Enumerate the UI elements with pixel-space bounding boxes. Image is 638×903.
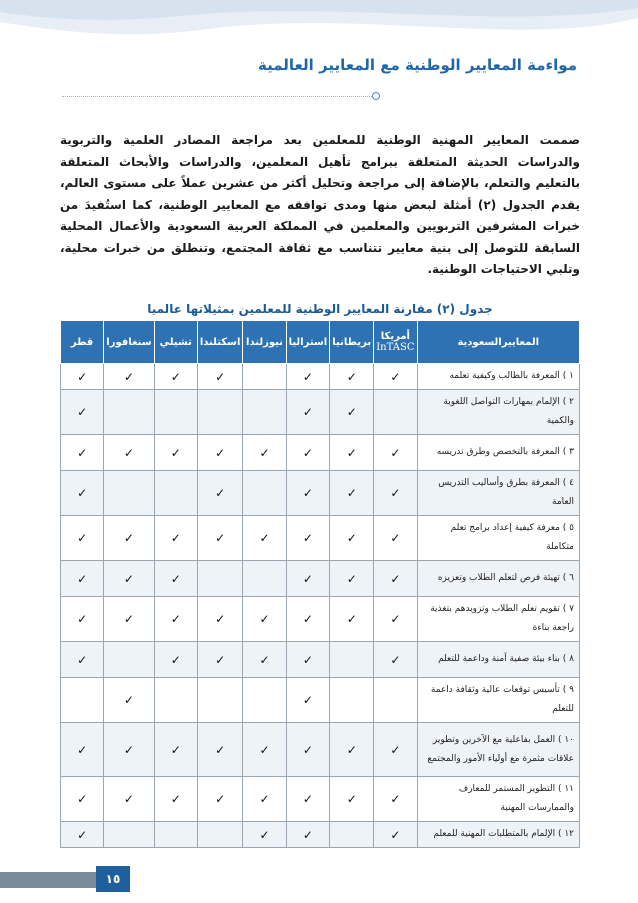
header-singapore: سنغافورا [104,321,154,364]
empty-cell [374,678,417,723]
check-mark-cell: ✓ [154,597,197,642]
check-mark-cell: ✓ [104,561,154,597]
page-number: ١٥ [96,866,130,892]
check-mark-cell: ✓ [374,471,417,516]
table-row [61,597,580,642]
header-new-zealand: نيوزلندا [243,321,286,364]
check-mark-cell: ✓ [197,516,243,561]
header-usa-sublabel: InTASC [376,342,415,353]
header-usa [374,321,417,364]
check-mark-cell: ✓ [243,822,286,848]
check-mark-cell: ✓ [286,822,330,848]
check-mark-cell: ✓ [330,777,374,822]
check-mark-cell: ✓ [197,642,243,678]
table-row [61,723,580,777]
header-qatar: قطر [61,321,104,364]
check-mark-cell: ✓ [330,471,374,516]
check-mark-cell: ✓ [330,364,374,390]
empty-cell [243,471,286,516]
check-mark-cell: ✓ [104,723,154,777]
check-mark-cell: ✓ [286,777,330,822]
table-row [61,822,580,848]
standard-label: ٧ ) تقويم تعلم الطلاب وتزويدهم بتغذية راجعة بناءة [417,597,579,642]
standard-label: ٥ ) معرفة كيفية إعداد برامج تعلم متكاملة [417,516,579,561]
check-mark-cell: ✓ [61,561,104,597]
table-header-row [61,321,580,364]
check-mark-cell: ✓ [374,561,417,597]
check-mark-cell: ✓ [154,561,197,597]
standard-label: ٩ ) تأسيس توقعات عالية وثقافة داعمة للتعلم [417,678,579,723]
standard-label: ١١ ) التطوير المستمر للمعارف والممارسات المهنية [417,777,579,822]
check-mark-cell: ✓ [286,435,330,471]
check-mark-cell: ✓ [61,390,104,435]
check-mark-cell: ✓ [243,597,286,642]
check-mark-cell: ✓ [286,516,330,561]
check-mark-cell: ✓ [286,678,330,723]
check-mark-cell: ✓ [154,516,197,561]
standards-comparison-table [60,320,580,848]
check-mark-cell: ✓ [61,364,104,390]
check-mark-cell: ✓ [243,723,286,777]
check-mark-cell: ✓ [330,516,374,561]
table-row [61,471,580,516]
check-mark-cell: ✓ [374,723,417,777]
check-mark-cell: ✓ [243,435,286,471]
check-mark-cell: ✓ [154,642,197,678]
check-mark-cell: ✓ [154,723,197,777]
table-row [61,435,580,471]
check-mark-cell: ✓ [374,364,417,390]
standard-label: ١٠ ) العمل بفاعلية مع الآخرين وتطوير علاقات مثمرة مع أولياء الأمور والمجتمع [417,723,579,777]
check-mark-cell: ✓ [61,435,104,471]
table-row [61,561,580,597]
empty-cell [243,561,286,597]
standard-label: ١ ) المعرفة بالطالب وكيفية تعلمه [417,364,579,390]
header-chile: تشيلي [154,321,197,364]
check-mark-cell: ✓ [330,561,374,597]
table-row [61,516,580,561]
check-mark-cell: ✓ [374,822,417,848]
empty-cell [154,390,197,435]
check-mark-cell: ✓ [104,435,154,471]
check-mark-cell: ✓ [330,390,374,435]
check-mark-cell: ✓ [61,723,104,777]
check-mark-cell: ✓ [197,723,243,777]
check-mark-cell: ✓ [374,516,417,561]
empty-cell [243,678,286,723]
table-row [61,777,580,822]
check-mark-cell: ✓ [61,516,104,561]
check-mark-cell: ✓ [104,597,154,642]
header-scotland: اسكتلندا [197,321,243,364]
empty-cell [197,822,243,848]
empty-cell [243,390,286,435]
check-mark-cell: ✓ [154,435,197,471]
empty-cell [330,642,374,678]
check-mark-cell: ✓ [374,597,417,642]
header-usa-label: أمريكا [380,331,410,342]
check-mark-cell: ✓ [243,777,286,822]
check-mark-cell: ✓ [104,516,154,561]
intro-paragraph: صممت المعايير المهنية الوطنية للمعلمين بعد مراجعة المصادر العلمية والتربوية والدراسات الحديثة المتعلقة ببرامج تأهيل المعلمين، والدراسات والأبحاث المتعلقة بالتعليم والتعلم، بالإضافة إلى مراجعة وتحليل أكثر من عشرين عملاً على مستوى العالم، يقدم الجدول (٢) أمثلة لبعض منها ومدى توافقه مع المعايير الوطنية، كما استُفيدَ من خبرات المشرفين التربويين والمعلمين في المملكة العربية السعودية والأعمال المحلية السابقة للتوصل إلى بنية معايير تتناسب مع ثقافة المجتمع، وتنطلق من خبرات محلية، وتلبي الاحتياجات الوطنية. [60,133,580,276]
check-mark-cell: ✓ [154,364,197,390]
check-mark-cell: ✓ [374,642,417,678]
empty-cell [104,822,154,848]
standard-label: ٤ ) المعرفة بطرق وأساليب التدريس العامة [417,471,579,516]
table-caption: جدول (٢) مقارنة المعايير الوطنية للمعلمين بمثيلاتها عالميا [147,302,493,316]
check-mark-cell: ✓ [154,777,197,822]
empty-cell [197,678,243,723]
footer-bar [0,872,96,888]
empty-cell [104,390,154,435]
heading-divider [62,96,378,97]
header-australia: استراليا [286,321,330,364]
check-mark-cell: ✓ [61,471,104,516]
empty-cell [330,678,374,723]
standard-label: ٦ ) تهيئة فرص لتعلم الطلاب وتعزيزه [417,561,579,597]
check-mark-cell: ✓ [330,435,374,471]
empty-cell [197,390,243,435]
table-row [61,390,580,435]
check-mark-cell: ✓ [61,777,104,822]
empty-cell [243,364,286,390]
empty-cell [154,822,197,848]
check-mark-cell: ✓ [104,364,154,390]
check-mark-cell: ✓ [197,364,243,390]
check-mark-cell: ✓ [286,390,330,435]
check-mark-cell: ✓ [330,723,374,777]
check-mark-cell: ✓ [286,471,330,516]
check-mark-cell: ✓ [61,597,104,642]
empty-cell [61,678,104,723]
empty-cell [104,471,154,516]
table-body [61,364,580,848]
standard-label: ٣ ) المعرفة بالتخصص وطرق تدريسه [417,435,579,471]
check-mark-cell: ✓ [197,597,243,642]
check-mark-cell: ✓ [286,642,330,678]
check-mark-cell: ✓ [197,471,243,516]
standard-label: ٨ ) بناء بيئة صفية آمنة وداعمة للتعلم [417,642,579,678]
check-mark-cell: ✓ [104,777,154,822]
check-mark-cell: ✓ [286,364,330,390]
empty-cell [154,678,197,723]
empty-cell [104,642,154,678]
check-mark-cell: ✓ [243,516,286,561]
check-mark-cell: ✓ [61,642,104,678]
check-mark-cell: ✓ [61,822,104,848]
table-row [61,642,580,678]
table-row [61,678,580,723]
check-mark-cell: ✓ [374,435,417,471]
heading-divider-bullet [372,92,380,100]
check-mark-cell: ✓ [286,597,330,642]
check-mark-cell: ✓ [104,678,154,723]
empty-cell [197,561,243,597]
check-mark-cell: ✓ [243,642,286,678]
check-mark-cell: ✓ [197,777,243,822]
empty-cell [330,822,374,848]
header-saudi-standards: المعاييرالسعودية [417,321,579,364]
check-mark-cell: ✓ [330,597,374,642]
check-mark-cell: ✓ [286,561,330,597]
check-mark-cell: ✓ [286,723,330,777]
standard-label: ١٢ ) الإلمام بالمتطلبات المهنية للمعلم [417,822,579,848]
section-heading: مواءمة المعايير الوطنية مع المعايير العالمية [258,56,577,74]
check-mark-cell: ✓ [374,777,417,822]
check-mark-cell: ✓ [197,435,243,471]
table-row [61,364,580,390]
empty-cell [154,471,197,516]
empty-cell [374,390,417,435]
standard-label: ٢ ) الإلمام بمهارات التواصل اللغوية والكمية [417,390,579,435]
header-uk: بريطانيا [330,321,374,364]
